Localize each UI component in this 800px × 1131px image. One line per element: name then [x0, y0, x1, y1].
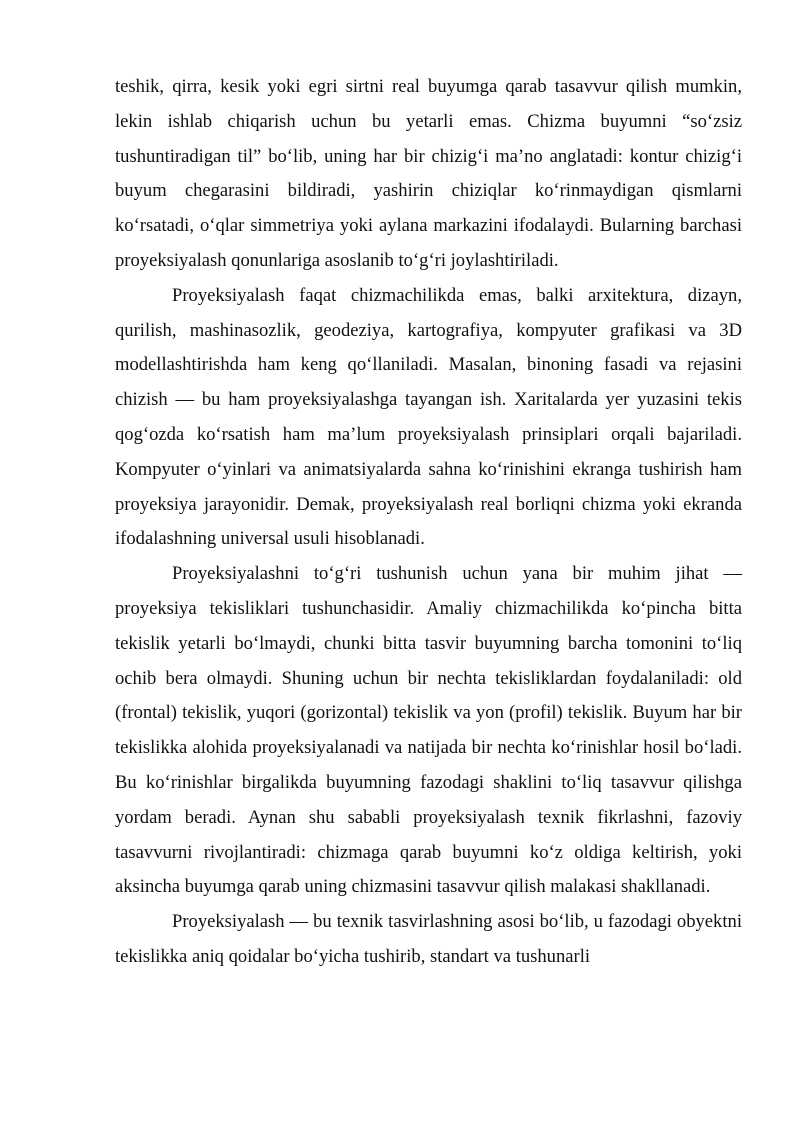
document-page — [115, 70, 742, 975]
paragraph-3: Proyeksiyalashni to‘g‘ri tushunish uchun yana bir muhim jihat — proyeksiya tekisliklari tushunchasidir. Amaliy chizmachilikda ko‘pincha bitta tekislik yetarli bo‘lmaydi, chunki bitta tasvir buyumning barcha tomonini to‘liq ochib bera olmaydi. Shuning uchun bir nechta tekisliklardan foydalaniladi: old (frontal) tekislik, yuqori (gorizontal) tekislik va yon (profil) tekislik. Buyum har bir tekislikka alohida proyeksiyalanadi va natijada bir nechta ko‘rinishlar hosil bo‘ladi. Bu ko‘rinishlar birgalikda buyumning fazodagi shaklini to‘liq tasavvur qilishga yordam beradi. Aynan shu sababli proyeksiyalash texnik fikrlashni, fazoviy tasavvurni rivojlantiradi: chizmaga qarab buyumni ko‘z oldiga keltirish, yoki aksincha buyumga qarab uning chizmasini tasavvur qilish malakasi shakllanadi. — [115, 563, 742, 898]
paragraph-2: Proyeksiyalash faqat chizmachilikda emas, balki arxitektura, dizayn, qurilish, mashinasozlik, geodeziya, kartografiya, kompyuter grafikasi va 3D modellashtirishda ham keng qo‘llaniladi. Masalan, binoning fasadi va rejasini chizish — bu ham proyeksiyalashga tayangan ish. Xaritalarda yer yuzasini tekis qog‘ozda ko‘rsatish ham ma’lum proyeksiyalash prinsiplari orqali bajariladi. Kompyuter o‘yinlari va animatsiyalarda sahna ko‘rinishini ekranga tushirish ham proyeksiya jarayonidir. Demak, proyeksiyalash real borliqni chizma yoki ekranda ifodalashning universal usuli hisoblanadi. — [115, 284, 742, 550]
paragraph-4: Proyeksiyalash — bu texnik tasvirlashning asosi bo‘lib, u fazodagi obyektni tekislikka aniq qoidalar bo‘yicha tushirib, standart va tushunarli — [115, 911, 742, 967]
paragraph-1: teshik, qirra, kesik yoki egri sirtni real buyumga qarab tasavvur qilish mumkin, lekin ishlab chiqarish uchun bu yetarli emas. Chizma buyumni “so‘zsiz tushuntiradigan til” bo‘lib, uning har bir chizig‘i ma’no anglatadi: kontur chizig‘i buyum chegarasini bildiradi, yashirin chiziqlar ko‘rinmaydigan qismlarni ko‘rsatadi, o‘qlar simmetriya yoki aylana markazini ifodalaydi. Bularning barchasi proyeksiyalash qonunlariga asoslanib to‘g‘ri joylashtiriladi. — [115, 76, 742, 271]
